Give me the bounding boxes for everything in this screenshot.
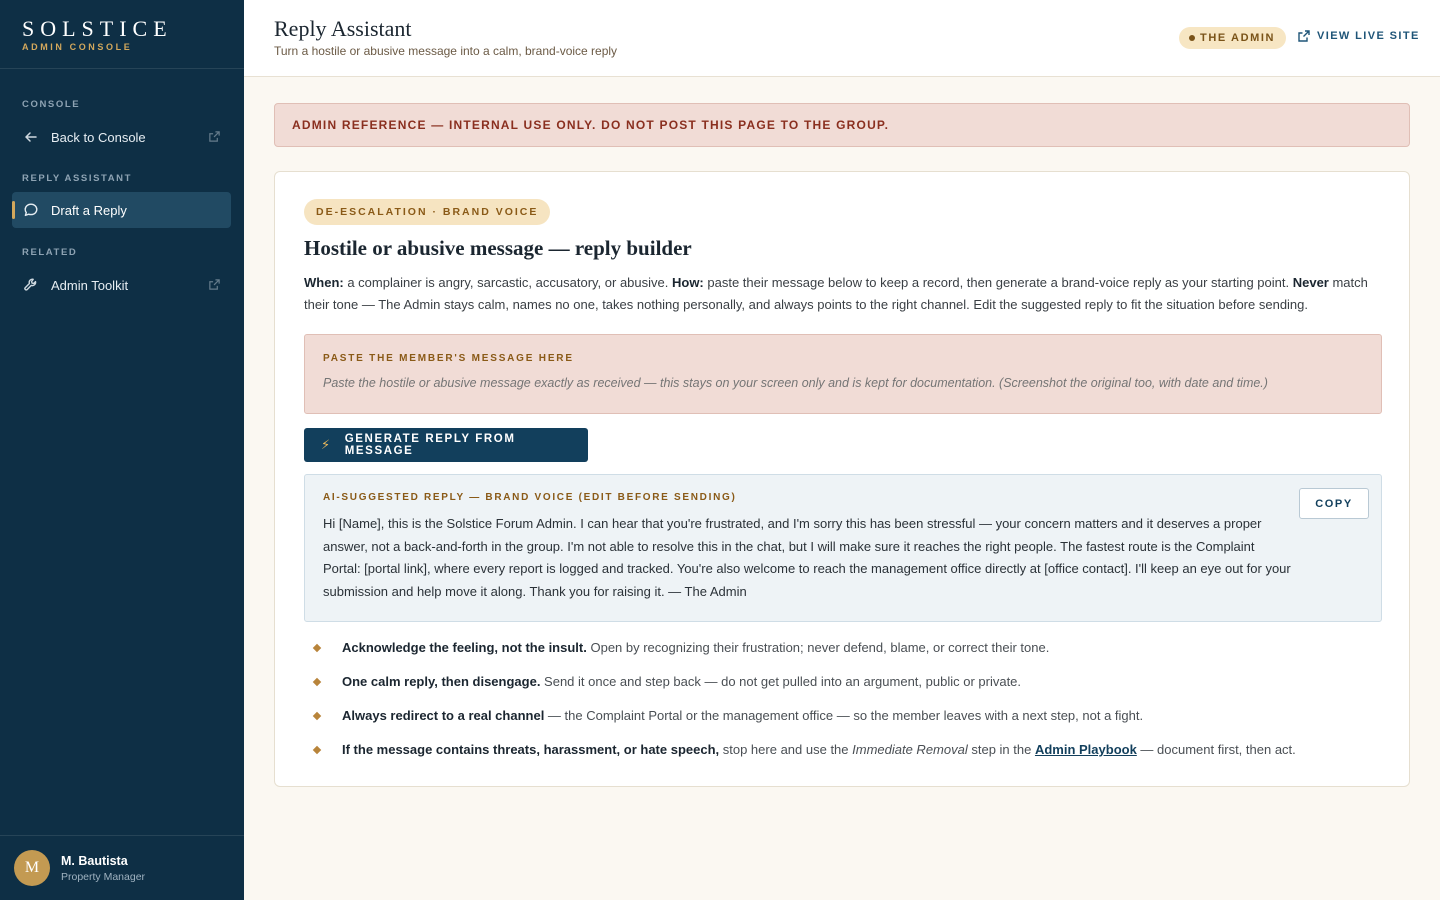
tip-bold: One calm reply, then disengage. xyxy=(342,674,541,689)
diamond-bullet-icon xyxy=(313,644,321,652)
tip-text: step in the xyxy=(967,742,1035,757)
tip-bold: Always redirect to a real channel xyxy=(342,708,545,723)
external-link-icon xyxy=(208,278,221,291)
suggested-reply-label: AI-SUGGESTED REPLY — BRAND VOICE (EDIT BEFORE SENDING) xyxy=(323,492,737,503)
list-item xyxy=(312,638,1372,672)
generate-reply-label: GENERATE REPLY FROM MESSAGE xyxy=(344,433,516,457)
role-badge-label: THE ADMIN xyxy=(1200,32,1276,44)
how-label: How: xyxy=(671,275,704,290)
suggested-reply-box xyxy=(304,474,1382,622)
nav-section-reply-assistant: REPLY ASSISTANT xyxy=(22,173,133,184)
page-header xyxy=(244,0,1440,77)
tip-text: stop here and use the xyxy=(719,742,853,757)
brand-name: SOLSTICE xyxy=(22,16,173,41)
user-profile[interactable] xyxy=(0,835,244,900)
copy-button[interactable]: COPY xyxy=(1299,488,1369,519)
tip-italic: Immediate Removal xyxy=(852,742,968,757)
admin-playbook-link[interactable]: Admin Playbook xyxy=(1034,742,1137,757)
diamond-bullet-icon xyxy=(313,746,321,754)
wrench-icon xyxy=(22,276,40,294)
page-subtitle: Turn a hostile or abusive message into a calm, brand-voice reply xyxy=(274,44,618,58)
nav-section-console: CONSOLE xyxy=(22,99,81,110)
internal-use-alert: ADMIN REFERENCE — INTERNAL USE ONLY. DO NOT POST THIS PAGE TO THE GROUP. xyxy=(274,103,1410,147)
user-info xyxy=(61,854,145,883)
brand-subtitle: ADMIN CONSOLE xyxy=(22,42,133,52)
tip-text: — the Complaint Portal or the management office — so the member leaves with a next step, not a fight. xyxy=(544,708,1144,723)
when-text: a complainer is angry, sarcastic, accusatory, or abusive. xyxy=(343,275,672,290)
tip-text: — document first, then act. xyxy=(1136,742,1296,757)
sidebar xyxy=(0,0,244,900)
avatar: M xyxy=(14,850,50,886)
user-role: Property Manager xyxy=(61,870,146,883)
generate-reply-button[interactable] xyxy=(304,428,588,462)
chat-bubble-icon xyxy=(22,201,40,219)
paste-message-input[interactable] xyxy=(323,376,1363,390)
paste-message-box[interactable] xyxy=(304,334,1382,414)
sidebar-item-admin-toolkit[interactable] xyxy=(12,267,231,303)
diamond-bullet-icon xyxy=(313,678,321,686)
diamond-bullet-icon xyxy=(313,712,321,720)
view-live-site-link[interactable] xyxy=(1297,29,1420,43)
role-badge xyxy=(1179,27,1286,49)
tip-text: Open by recognizing their frustration; never defend, blame, or correct their tone. xyxy=(586,640,1050,655)
sidebar-item-label: Draft a Reply xyxy=(51,202,127,218)
suggested-reply-text[interactable]: Hi [Name], this is the Solstice Forum Admin. I can hear that you're frustrated, and I'm sorry this has been stressful — your concern matters and it deserves a proper answer, not a back-and-forth in the group. I'm not able to resolve this in the chat, but I will make sure it reaches the right people. The fastest route is the Complaint Portal: [portal link], where every report is logged and tracked. You're also welcome to reach the management office directly at [office contact]. I'll keep an eye out for your submission and help move it along. Thank you for raising it. — The Admin xyxy=(323,516,1291,600)
category-tag: DE-ESCALATION · BRAND VOICE xyxy=(304,199,550,225)
tip-bold: Acknowledge the feeling, not the insult. xyxy=(342,640,587,655)
tip-bold: If the message contains threats, harassment, or hate speech, xyxy=(342,742,720,757)
intro-text xyxy=(304,272,1379,316)
list-item xyxy=(312,740,1372,774)
never-text: match their tone — The Admin stays calm, names no one, takes nothing personally, and always points to the right channel. Edit the suggested reply to fit the situation before sending. xyxy=(304,275,1368,312)
external-link-icon xyxy=(1297,29,1311,43)
reply-builder-card xyxy=(274,171,1410,787)
arrow-left-icon xyxy=(22,128,40,146)
when-label: When: xyxy=(304,275,344,290)
list-item xyxy=(312,706,1372,740)
tip-text: Send it once and step back — do not get pulled into an argument, public or private. xyxy=(540,674,1022,689)
user-name: M. Bautista xyxy=(61,853,128,868)
view-live-site-label: VIEW LIVE SITE xyxy=(1317,30,1420,42)
status-dot-icon xyxy=(1189,35,1195,41)
never-label: Never xyxy=(1292,275,1329,290)
card-title: Hostile or abusive message — reply builder xyxy=(304,236,692,260)
paste-message-label: PASTE THE MEMBER'S MESSAGE HERE xyxy=(323,353,574,364)
how-text: paste their message below to keep a record, then generate a brand-voice reply as your starting point. xyxy=(703,275,1293,290)
sidebar-item-back-to-console[interactable] xyxy=(12,119,231,155)
external-link-icon xyxy=(208,130,221,143)
guidance-list xyxy=(312,638,1372,774)
brand xyxy=(0,0,244,69)
sidebar-item-label: Back to Console xyxy=(51,129,146,145)
sidebar-item-label: Admin Toolkit xyxy=(51,277,129,293)
list-item xyxy=(312,672,1372,706)
lightning-icon: ⚡ xyxy=(321,437,332,452)
page-title: Reply Assistant xyxy=(274,16,412,41)
nav-section-related: RELATED xyxy=(22,247,78,258)
sidebar-item-draft-a-reply[interactable] xyxy=(12,192,231,228)
